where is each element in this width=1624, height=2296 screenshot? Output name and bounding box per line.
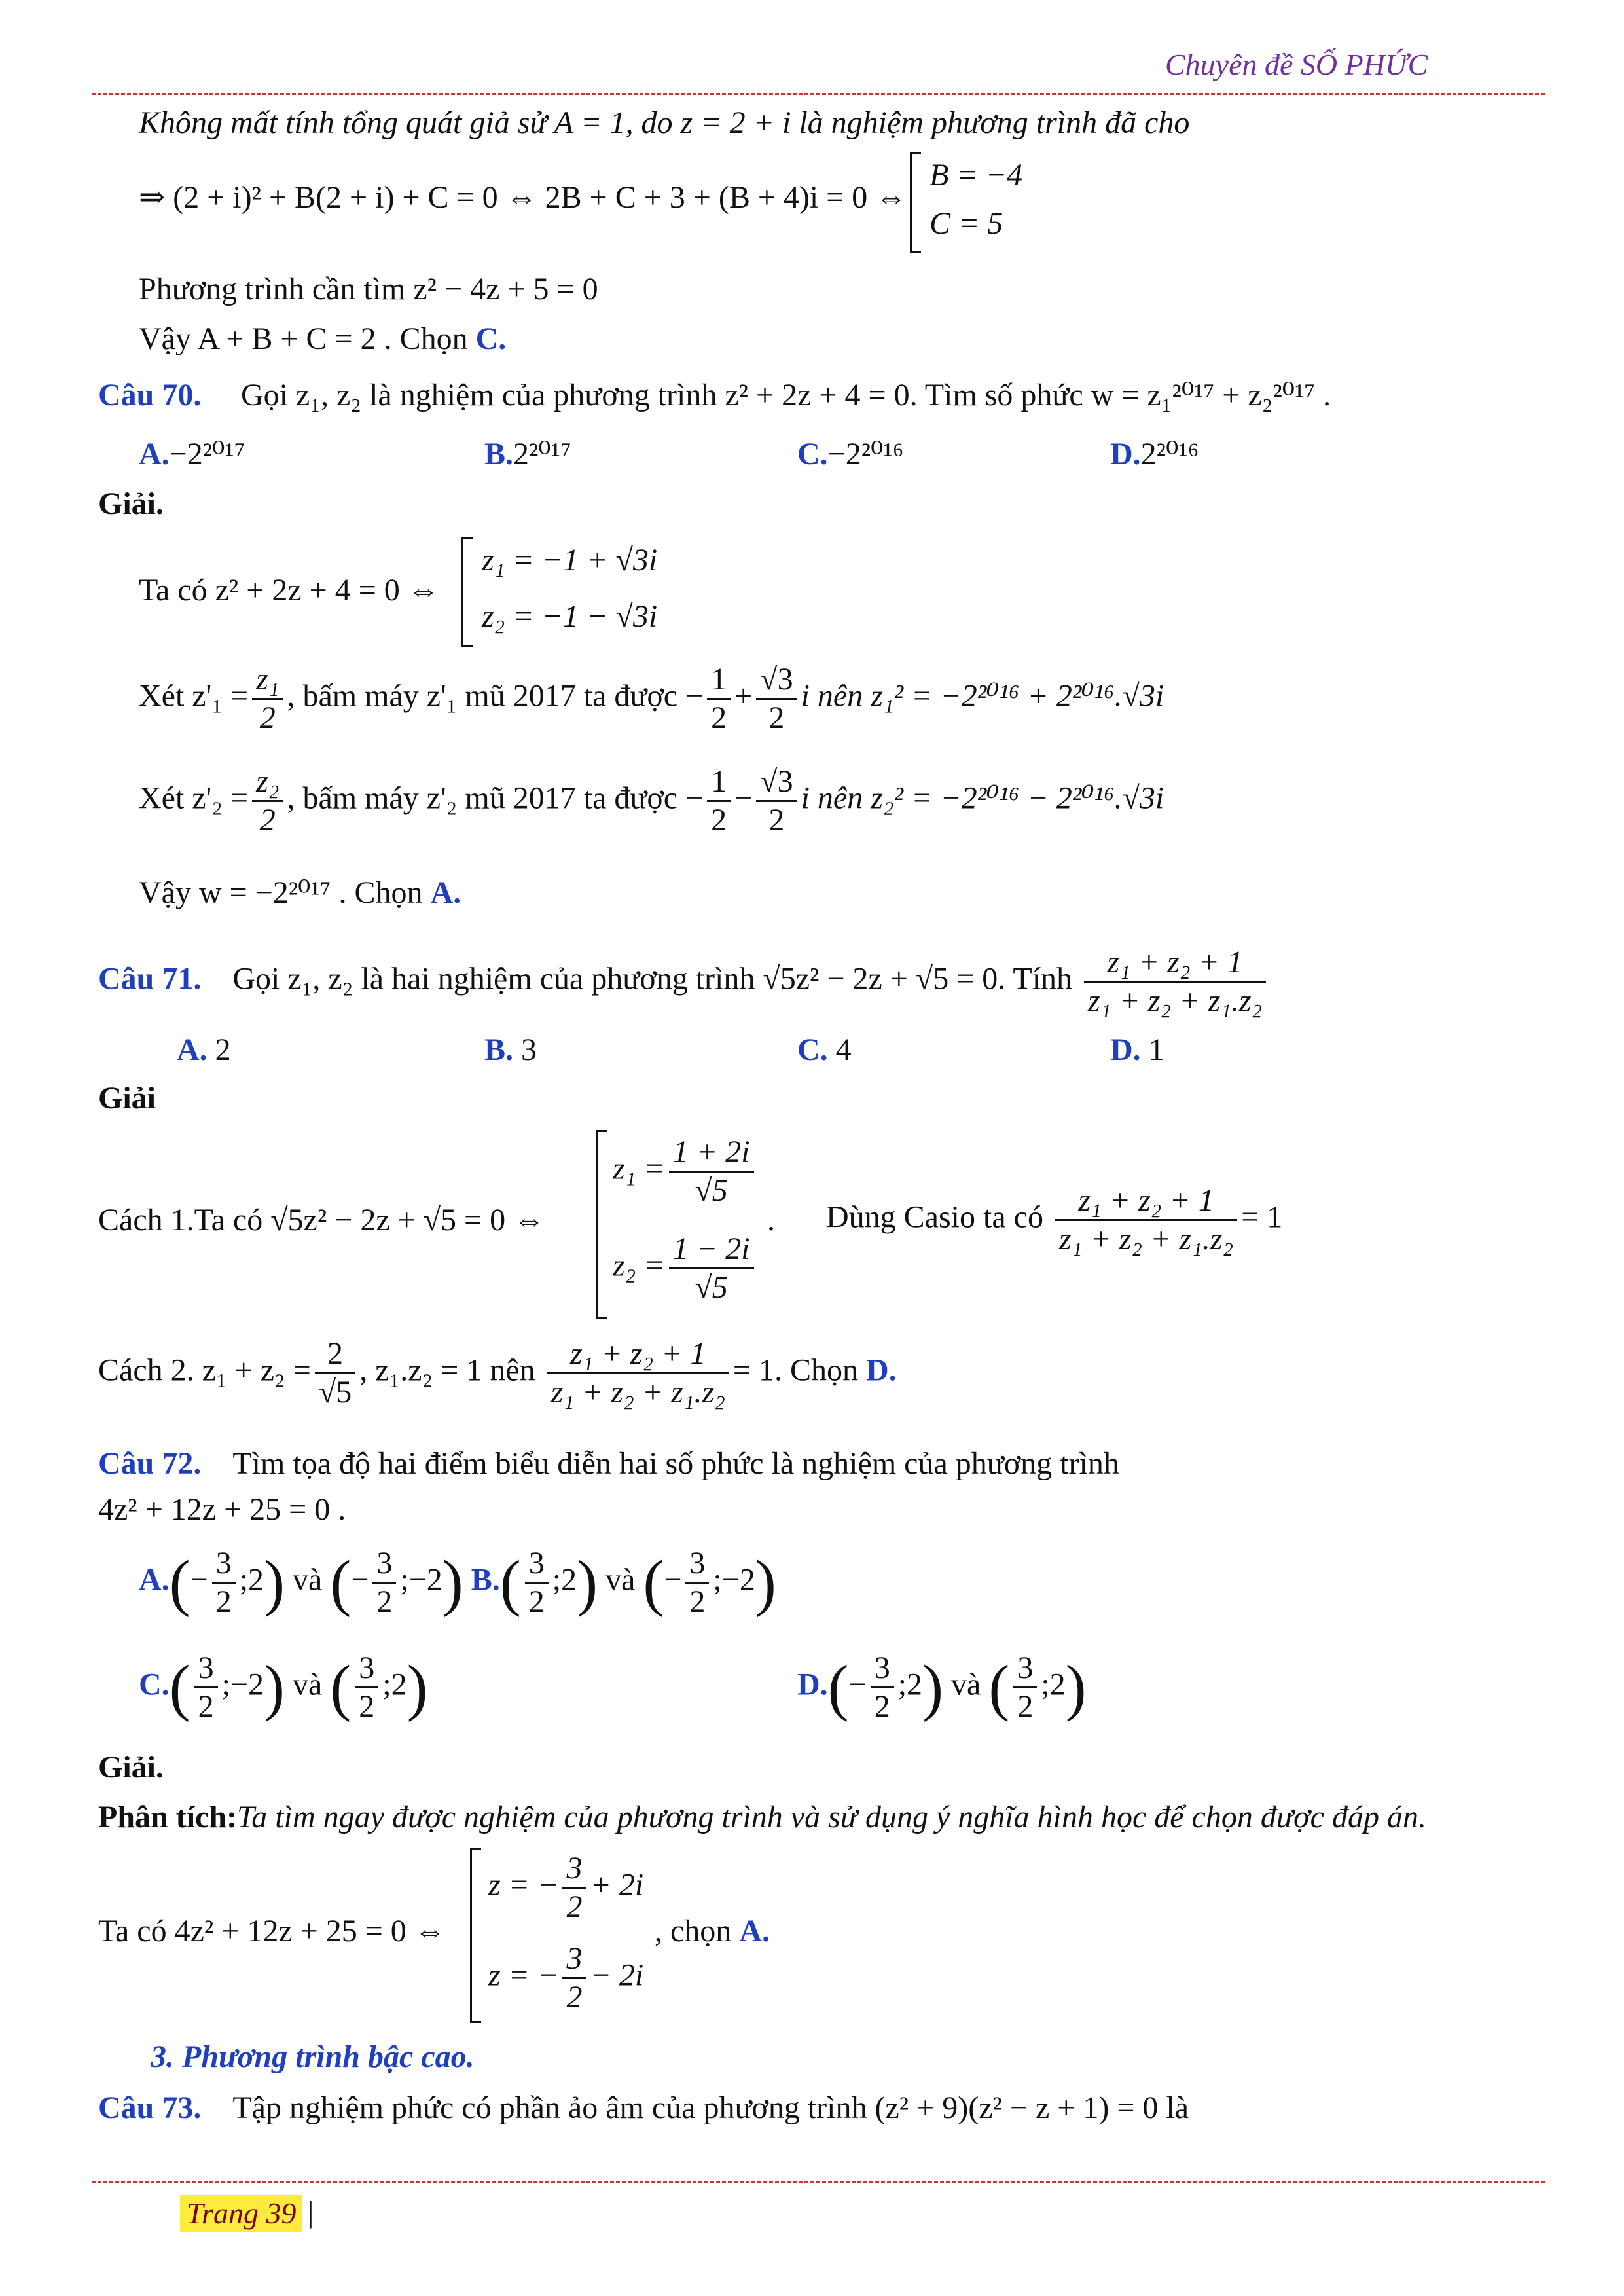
paren: ( [499, 1547, 521, 1618]
footer-divider [92, 2181, 1545, 2183]
option-key: D. [797, 1667, 828, 1702]
option-key: C. [797, 437, 828, 471]
denominator: z₁ + z₂ + z₁.z₂ [1058, 1222, 1234, 1256]
q70-step-1: Ta có z² + 2z + 4 = 0 ⇔ [139, 573, 439, 608]
option-value: 2²⁰¹⁷ [513, 437, 571, 471]
q71-system-bracket [596, 1130, 607, 1319]
denominator: √5 [318, 1375, 352, 1410]
q72-analysis [98, 1798, 1426, 1837]
numerator: √3 [756, 661, 797, 700]
intro-conclusion: Vậy A + B + C = 2 . Chọn [139, 321, 476, 356]
option-key: C. [797, 1032, 828, 1067]
paren: ) [922, 1652, 944, 1722]
text: ;2 [552, 1562, 577, 1597]
fraction [315, 1336, 355, 1411]
q72-stem-line [98, 1444, 1538, 1484]
q70-system-bracket [461, 537, 473, 647]
q70-step-3 [139, 763, 1164, 839]
q73-label: Câu 73. [98, 2090, 202, 2125]
q71-method-2 [98, 1336, 897, 1411]
text: − [190, 1562, 208, 1597]
text: và [605, 1562, 636, 1597]
q70-label: Câu 70. [98, 378, 202, 412]
numerator: √3 [756, 763, 797, 802]
system-bracket [910, 152, 921, 253]
q70-conclusion [139, 873, 461, 913]
q70-root-2: z₂ = −1 − √3i [482, 599, 658, 634]
text: i nên z₁² = −2²⁰¹⁶ + 2²⁰¹⁶.√3i [801, 678, 1164, 714]
text: và [951, 1667, 981, 1702]
paren: ) [264, 1547, 285, 1618]
numerator: 1 + 2i [669, 1134, 754, 1173]
fraction [212, 1545, 236, 1620]
text: Cách 2. z₁ + z₂ = [98, 1353, 311, 1388]
q71-method-1-casio [826, 1182, 1282, 1258]
fraction [547, 1336, 729, 1411]
paren: ) [406, 1652, 428, 1722]
intro-line-4 [139, 319, 506, 359]
fraction [1055, 1182, 1237, 1258]
text: ;2 [897, 1667, 923, 1702]
text: z₂ = [613, 1248, 665, 1283]
fraction [372, 1545, 396, 1620]
q71-method-1-dot: . [767, 1203, 775, 1237]
denominator: √5 [695, 1173, 728, 1208]
denominator: 2 [259, 803, 276, 837]
fraction [252, 661, 283, 737]
text: Dùng Casio ta có [826, 1199, 1043, 1235]
option-value: 2²⁰¹⁶ [1140, 437, 1199, 471]
option-key: A. [177, 1032, 208, 1067]
denominator: 2 [259, 701, 276, 735]
fraction [252, 763, 283, 839]
paren: ) [577, 1547, 598, 1618]
q71-option-d [1110, 1030, 1164, 1070]
fraction [194, 1650, 218, 1725]
text: Vậy w = −2²⁰¹⁷ . Chọn [139, 875, 431, 910]
text: , z₁.z₂ = 1 nên [359, 1353, 535, 1388]
paren: ( [643, 1547, 664, 1618]
paren: ( [988, 1652, 1010, 1722]
numerator: 3 [194, 1650, 218, 1688]
q72-equation: 4z² + 12z + 25 = 0 . [98, 1492, 346, 1527]
q73-stem: Tập nghiệm phức có phần ảo âm của phương trình (z² + 9)(z² − z + 1) = 0 là [232, 2090, 1189, 2125]
text: i nên z₂² = −2²⁰¹⁶ − 2²⁰¹⁶.√3i [801, 780, 1164, 816]
text: − [351, 1562, 369, 1597]
option-key: B. [484, 437, 514, 471]
intro-line-2: ⇒ (2 + i)² + B(2 + i) + C = 0 ⇔ 2B + C + 3 + (B + 4)i = 0 ⇔ [139, 180, 907, 215]
q72-choice: A. [739, 1914, 770, 1948]
numerator: 3 [685, 1545, 709, 1584]
fraction [1013, 1650, 1037, 1725]
text: − [664, 1562, 682, 1597]
numerator: 3 [372, 1545, 396, 1584]
numerator: 3 [355, 1650, 378, 1688]
text: ;2 [1041, 1667, 1066, 1702]
q72-option-d [797, 1650, 1087, 1725]
numerator: 3 [562, 1941, 586, 1979]
q71-solution-heading: Giải [98, 1081, 156, 1116]
option-key: D. [1110, 1032, 1141, 1067]
option-key: B. [484, 1032, 514, 1067]
q73-stem-line [98, 2088, 1189, 2128]
numerator: 3 [562, 1850, 586, 1889]
q70-root-1: z₁ = −1 + √3i [482, 543, 658, 577]
option-key: C. [139, 1667, 170, 1702]
paren: ( [827, 1652, 849, 1722]
numerator: z₂ [252, 763, 283, 802]
fraction [669, 1231, 754, 1306]
footer-separator: | [308, 2195, 314, 2229]
numerator: 3 [871, 1650, 894, 1688]
denominator: 2 [711, 803, 727, 837]
option-key: A. [139, 437, 170, 471]
fraction [355, 1650, 378, 1725]
text: z = − [488, 1867, 559, 1903]
text: ;−2 [713, 1562, 755, 1597]
denominator: 2 [376, 1584, 393, 1619]
denominator: z₁ + z₂ + z₁.z₂ [550, 1375, 725, 1410]
numerator: 1 [707, 661, 731, 700]
numerator: 3 [212, 1545, 236, 1584]
text: ;2 [239, 1562, 264, 1597]
option-value: 1 [1148, 1032, 1164, 1067]
option-value: 3 [521, 1032, 537, 1067]
q70-option-c [797, 435, 904, 474]
denominator: 2 [689, 1584, 706, 1619]
option-value: −2²⁰¹⁶ [827, 437, 904, 471]
page-number: Trang 39 [180, 2195, 302, 2232]
option-key: D. [1110, 437, 1141, 471]
paren: ( [330, 1547, 352, 1618]
text: − [734, 780, 753, 816]
q71-choice: D. [865, 1353, 897, 1388]
denominator: 2 [768, 803, 785, 837]
denominator: 2 [1017, 1689, 1034, 1724]
option-key: A. [139, 1562, 170, 1597]
denominator: 2 [874, 1689, 890, 1724]
option-value: 4 [835, 1032, 852, 1067]
q72-system-bracket [470, 1848, 481, 2023]
text: + 2i [590, 1867, 644, 1903]
q71-root-1 [613, 1134, 758, 1209]
fraction [685, 1545, 709, 1620]
paren: ) [264, 1652, 285, 1722]
fraction [756, 661, 797, 737]
text: Xét z'₂ = [139, 780, 249, 816]
q70-option-d [1110, 435, 1199, 474]
analysis-label: Phân tích: [98, 1800, 238, 1834]
option-value: 2 [215, 1032, 231, 1067]
text: − 2i [590, 1958, 644, 1993]
q70-option-a [139, 435, 245, 474]
numerator: 1 − 2i [669, 1231, 754, 1269]
denominator: 2 [198, 1689, 214, 1724]
paren: ( [169, 1652, 190, 1722]
text: z₁ = [613, 1151, 665, 1186]
q72-option-c [139, 1650, 428, 1725]
denominator: 2 [215, 1584, 232, 1619]
denominator: √5 [695, 1270, 728, 1305]
q72-stem: Tìm tọa độ hai điểm biểu diễn hai số phức là nghiệm của phương trình [232, 1446, 1119, 1481]
denominator: 2 [768, 701, 785, 735]
q70-solution-heading: Giải. [98, 486, 164, 521]
numerator: 1 [707, 763, 731, 802]
text: và [293, 1667, 323, 1702]
text: − [848, 1667, 867, 1702]
numerator: z₁ + z₂ + 1 [1055, 1182, 1237, 1221]
text: , bấm máy z'₁ mũ 2017 ta được − [287, 678, 704, 714]
numerator: 3 [1013, 1650, 1037, 1688]
numerator: z₁ [252, 661, 283, 700]
q72-step-1: Ta có 4z² + 12z + 25 = 0 ⇔ [98, 1914, 446, 1948]
text: = 1 [1241, 1199, 1283, 1235]
denominator: 2 [566, 1889, 583, 1924]
numerator: 2 [315, 1336, 355, 1374]
q71-stem-line [98, 944, 1270, 1019]
text: ;−2 [221, 1667, 264, 1702]
section-3-heading: 3. Phương trình bậc cao. [151, 2039, 475, 2074]
q72-root-1 [488, 1850, 643, 1925]
denominator: z₁ + z₂ + z₁.z₂ [1088, 983, 1263, 1018]
denominator: 2 [528, 1584, 545, 1619]
numerator: z₁ + z₂ + 1 [547, 1336, 729, 1374]
q71-option-b [484, 1030, 537, 1070]
fraction [707, 763, 731, 839]
q72-options-row-1 [139, 1545, 776, 1620]
q70-option-b [484, 435, 571, 474]
text: Xét z'₁ = [139, 678, 249, 714]
fraction [707, 661, 731, 737]
paren: ) [755, 1547, 776, 1618]
text: z = − [488, 1958, 559, 1993]
intro-line-3: Phương trình cần tìm z² − 4z + 5 = 0 [139, 272, 598, 306]
denominator: 2 [359, 1689, 375, 1724]
intro-system-c: C = 5 [929, 206, 1003, 241]
option-key: B. [471, 1562, 500, 1597]
option-value: −2²⁰¹⁷ [169, 437, 245, 471]
paren: ( [330, 1652, 352, 1722]
q70-choice: A. [430, 875, 461, 910]
text: = 1. Chọn [732, 1353, 866, 1388]
q71-target-fraction [1084, 944, 1266, 1019]
q71-option-c [797, 1030, 852, 1070]
q71-stem: Gọi z₁, z₂ là hai nghiệm của phương trình √5z² − 2z + √5 = 0. Tính [232, 961, 1073, 996]
intro-line-1: Không mất tính tổng quát giả sử A = 1, do z = 2 + i là nghiệm phương trình đã cho [139, 105, 1190, 140]
header-divider [92, 93, 1545, 95]
paren: ( [169, 1547, 190, 1618]
q71-label: Câu 71. [98, 961, 202, 996]
q72-root-2 [488, 1941, 643, 2016]
fraction [562, 1850, 586, 1925]
intro-choice: C. [475, 321, 507, 356]
intro-system-b: B = −4 [929, 158, 1023, 192]
numerator: z₁ + z₂ + 1 [1084, 944, 1266, 983]
text: , chọn [655, 1914, 740, 1948]
analysis-text: Ta tìm ngay được nghiệm của phương trình và sử dụng ý nghĩa hình học để chọn được đáp án. [237, 1800, 1426, 1834]
fraction [756, 763, 797, 839]
q71-root-2 [613, 1231, 758, 1306]
fraction [562, 1941, 586, 2016]
fraction [525, 1545, 549, 1620]
denominator: 2 [711, 701, 727, 735]
numerator: 3 [525, 1545, 549, 1584]
q71-option-a [177, 1030, 231, 1070]
text: và [293, 1562, 323, 1597]
q72-label: Câu 72. [98, 1446, 202, 1481]
q71-method-1: Cách 1.Ta có √5z² − 2z + √5 = 0 ⇔ [98, 1203, 545, 1237]
q72-solution-heading: Giải. [98, 1750, 164, 1785]
paren: ) [1065, 1652, 1087, 1722]
fraction [871, 1650, 894, 1725]
text: + [734, 678, 753, 714]
text: ;2 [382, 1667, 407, 1702]
fraction [669, 1134, 754, 1209]
paren: ) [442, 1547, 463, 1618]
text: ;−2 [400, 1562, 442, 1597]
q70-step-2 [139, 661, 1164, 737]
denominator: 2 [566, 1980, 583, 2014]
q70-stem: Gọi z₁, z₂ là nghiệm của phương trình z² + 2z + 4 = 0. Tìm số phức w = z₁²⁰¹⁷ + z₂²⁰¹⁷ . [241, 378, 1331, 412]
page-header-title: Chuyên đề SỐ PHỨC [1165, 48, 1428, 81]
q72-step-1-end [655, 1912, 770, 1951]
text: , bấm máy z'₂ mũ 2017 ta được − [287, 780, 704, 816]
